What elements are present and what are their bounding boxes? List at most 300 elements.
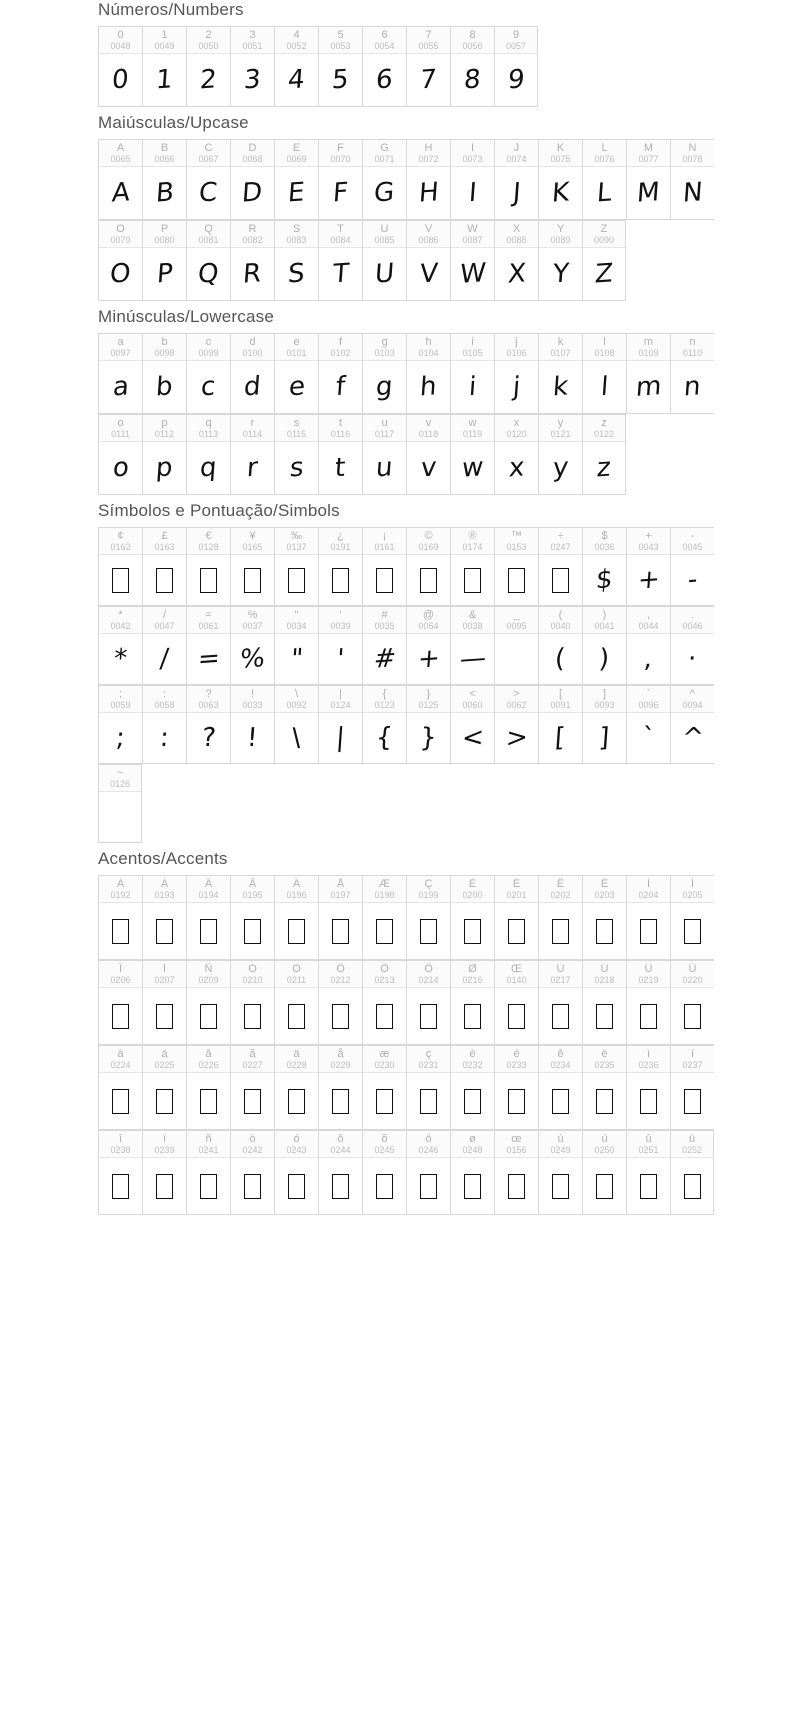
missing-glyph-box-icon	[464, 1174, 481, 1199]
glyph-code-label: 0109	[638, 348, 659, 358]
glyph-cell-header	[583, 686, 626, 713]
glyph-render: ;	[115, 722, 126, 754]
glyph-cell[interactable]	[318, 26, 362, 107]
glyph-character-label: Ë	[600, 878, 609, 890]
glyph-render: 0	[111, 64, 130, 96]
glyph-cell[interactable]	[274, 1045, 318, 1130]
glyph-cell[interactable]	[98, 606, 142, 685]
glyph-cell-header	[495, 415, 538, 442]
glyph-preview	[451, 167, 494, 219]
glyph-code-label: 0232	[462, 1060, 483, 1070]
glyph-cell[interactable]	[670, 1130, 714, 1215]
glyph-render: ^	[680, 722, 705, 754]
glyph-cell-header	[407, 27, 450, 54]
glyph-code-label: 0121	[550, 429, 571, 439]
glyph-cell[interactable]	[670, 875, 714, 960]
glyph-cell[interactable]	[142, 1045, 186, 1130]
glyph-cell[interactable]	[274, 606, 318, 685]
glyph-preview	[363, 54, 406, 106]
glyph-code-label: 0241	[198, 1145, 219, 1155]
glyph-cell-header	[495, 686, 538, 713]
glyph-character-label: Í	[690, 878, 695, 890]
glyph-cell[interactable]	[450, 527, 494, 606]
glyph-character-label: Î	[118, 963, 123, 975]
glyph-render: /	[159, 643, 170, 675]
missing-glyph-box-icon	[288, 568, 305, 593]
glyph-cell[interactable]	[274, 139, 318, 220]
glyph-cell[interactable]	[318, 685, 362, 764]
glyph-render: O	[109, 258, 132, 290]
glyph-cell[interactable]	[98, 139, 142, 220]
glyph-cell[interactable]	[318, 1045, 362, 1130]
glyph-cell-header	[275, 1131, 318, 1158]
glyph-cell[interactable]	[670, 333, 714, 414]
glyph-code-label: 0217	[550, 975, 571, 985]
glyph-cell[interactable]	[406, 685, 450, 764]
missing-glyph-box-icon	[288, 1174, 305, 1199]
glyph-cell[interactable]	[538, 606, 582, 685]
glyph-preview	[539, 1158, 582, 1214]
glyph-cell[interactable]	[450, 606, 494, 685]
glyph-cell[interactable]	[362, 685, 406, 764]
missing-glyph-box-icon	[376, 1004, 393, 1029]
glyph-cell[interactable]	[406, 333, 450, 414]
glyph-cell[interactable]	[450, 685, 494, 764]
glyph-character-label: û	[645, 1133, 652, 1145]
glyph-cell[interactable]	[186, 875, 230, 960]
missing-glyph-box-icon	[288, 1004, 305, 1029]
glyph-preview	[539, 713, 582, 763]
glyph-cell[interactable]	[626, 875, 670, 960]
glyph-render: 7	[419, 64, 438, 96]
glyph-cell[interactable]	[318, 333, 362, 414]
glyph-cell[interactable]	[450, 139, 494, 220]
glyph-code-label: 0169	[418, 542, 439, 552]
glyph-cell-header	[363, 415, 406, 442]
glyph-render: l	[599, 371, 610, 403]
glyph-cell[interactable]	[582, 960, 626, 1045]
glyph-cell[interactable]	[362, 139, 406, 220]
glyph-cell-header	[407, 1131, 450, 1158]
glyph-cell[interactable]	[142, 606, 186, 685]
glyph-cell[interactable]	[230, 1130, 274, 1215]
glyph-cell[interactable]	[186, 606, 230, 685]
glyph-code-label: 0106	[506, 348, 527, 358]
glyph-preview	[187, 988, 230, 1044]
glyph-code-label: 0165	[242, 542, 263, 552]
glyph-cell[interactable]	[318, 1130, 362, 1215]
glyph-cell[interactable]	[582, 606, 626, 685]
glyph-character-label: ø	[469, 1133, 476, 1145]
glyph-cell[interactable]	[186, 1045, 230, 1130]
glyph-cell[interactable]	[98, 685, 142, 764]
glyph-cell[interactable]	[186, 26, 230, 107]
glyph-cell[interactable]	[582, 1045, 626, 1130]
glyph-cell-header	[407, 221, 450, 248]
glyph-cell[interactable]	[582, 139, 626, 220]
glyph-cell[interactable]	[230, 414, 274, 495]
glyph-cell[interactable]	[494, 333, 538, 414]
glyph-cell[interactable]	[406, 527, 450, 606]
glyph-preview	[143, 167, 186, 219]
glyph-render: ,	[643, 643, 654, 675]
glyph-render: A	[110, 177, 131, 209]
glyph-cell[interactable]	[406, 414, 450, 495]
glyph-cell[interactable]	[538, 875, 582, 960]
glyph-cell[interactable]	[406, 220, 450, 301]
glyph-preview	[627, 555, 670, 605]
glyph-cell[interactable]	[494, 875, 538, 960]
glyph-cell[interactable]	[274, 26, 318, 107]
glyph-cell[interactable]	[494, 527, 538, 606]
glyph-character-label: x	[513, 417, 520, 429]
glyph-preview	[495, 988, 538, 1044]
glyph-cell[interactable]	[494, 606, 538, 685]
glyph-preview	[319, 988, 362, 1044]
glyph-cell[interactable]	[186, 960, 230, 1045]
glyph-cell[interactable]	[582, 1130, 626, 1215]
glyph-render: 8	[463, 64, 482, 96]
glyph-code-label: 0231	[418, 1060, 439, 1070]
glyph-cell[interactable]	[450, 26, 494, 107]
glyph-cell[interactable]	[142, 26, 186, 107]
glyph-cell[interactable]	[142, 1130, 186, 1215]
glyph-render: 6	[375, 64, 394, 96]
glyph-cell[interactable]	[362, 606, 406, 685]
glyph-cell[interactable]	[318, 960, 362, 1045]
glyph-character-label: î	[118, 1133, 123, 1145]
glyph-code-label: 0242	[242, 1145, 263, 1155]
glyph-cell[interactable]	[670, 606, 714, 685]
glyph-cell[interactable]	[274, 960, 318, 1045]
glyph-cell[interactable]	[230, 139, 274, 220]
glyph-cell[interactable]	[538, 960, 582, 1045]
glyph-cell-header	[363, 876, 406, 903]
glyph-cell[interactable]	[142, 960, 186, 1045]
glyph-character-label: a	[117, 336, 124, 348]
glyph-cell[interactable]	[406, 1045, 450, 1130]
glyph-character-label: £	[161, 530, 168, 542]
glyph-cell[interactable]	[274, 414, 318, 495]
glyph-cell[interactable]	[626, 1045, 670, 1130]
glyph-code-label: 0079	[110, 235, 131, 245]
glyph-cell[interactable]	[670, 960, 714, 1045]
glyph-cell[interactable]	[274, 527, 318, 606]
glyph-preview	[143, 361, 186, 413]
glyph-cell[interactable]	[230, 333, 274, 414]
glyph-preview	[231, 1158, 274, 1214]
glyph-cell[interactable]	[626, 685, 670, 764]
missing-glyph-box-icon	[464, 919, 481, 944]
glyph-code-label: 0193	[154, 890, 175, 900]
glyph-cell[interactable]	[406, 139, 450, 220]
glyph-cell[interactable]	[274, 685, 318, 764]
glyph-character-label: F	[337, 142, 344, 154]
glyph-cell[interactable]	[274, 875, 318, 960]
glyph-character-label: u	[381, 417, 388, 429]
glyph-cell[interactable]	[406, 606, 450, 685]
glyph-code-label: 0205	[682, 890, 703, 900]
glyph-cell[interactable]	[626, 960, 670, 1045]
glyph-render: y	[551, 452, 570, 484]
glyph-cell[interactable]	[582, 875, 626, 960]
glyph-code-label: 0080	[154, 235, 175, 245]
glyph-cell-header	[495, 876, 538, 903]
glyph-cell[interactable]	[318, 414, 362, 495]
glyph-cell[interactable]	[494, 1130, 538, 1215]
glyph-cell[interactable]	[98, 1130, 142, 1215]
glyph-cell[interactable]	[274, 333, 318, 414]
glyph-preview	[583, 167, 626, 219]
glyph-preview	[539, 167, 582, 219]
glyph-code-label: 0054	[374, 41, 395, 51]
glyph-preview	[627, 903, 670, 959]
glyph-cell[interactable]	[186, 220, 230, 301]
glyph-cell[interactable]	[538, 414, 582, 495]
glyph-code-label: 0044	[638, 621, 659, 631]
glyph-character-label: S	[292, 223, 301, 235]
glyph-cell[interactable]	[582, 333, 626, 414]
glyph-cell[interactable]	[450, 333, 494, 414]
glyph-cell[interactable]	[362, 875, 406, 960]
glyph-cell[interactable]	[494, 1045, 538, 1130]
glyph-cell[interactable]	[142, 685, 186, 764]
glyph-character-label: '	[339, 609, 342, 621]
glyph-code-label: 0219	[638, 975, 659, 985]
glyph-cell[interactable]	[186, 414, 230, 495]
glyph-cell[interactable]	[406, 875, 450, 960]
glyph-preview	[319, 442, 362, 494]
glyph-preview	[407, 1073, 450, 1129]
missing-glyph-box-icon	[596, 919, 613, 944]
glyph-cell[interactable]	[230, 220, 274, 301]
glyph-render: "	[289, 643, 304, 675]
glyph-cell-header	[407, 140, 450, 167]
glyph-preview	[275, 988, 318, 1044]
glyph-cell[interactable]	[494, 414, 538, 495]
glyph-cell[interactable]	[230, 1045, 274, 1130]
glyph-cell[interactable]	[450, 1045, 494, 1130]
glyph-cell[interactable]	[670, 1045, 714, 1130]
glyph-code-label: 0225	[154, 1060, 175, 1070]
glyph-cell[interactable]	[538, 220, 582, 301]
glyph-character-label: <	[469, 688, 476, 700]
glyph-cell[interactable]	[230, 875, 274, 960]
glyph-cell[interactable]	[186, 333, 230, 414]
glyph-character-label: %	[247, 609, 258, 621]
glyph-render: z	[596, 452, 612, 484]
glyph-render: I	[467, 177, 478, 209]
glyph-cell[interactable]	[362, 527, 406, 606]
glyph-cell[interactable]	[582, 414, 626, 495]
glyph-cell[interactable]	[626, 606, 670, 685]
glyph-cell[interactable]	[230, 685, 274, 764]
missing-glyph-box-icon	[508, 568, 525, 593]
glyph-cell[interactable]	[538, 527, 582, 606]
glyph-cell[interactable]	[318, 220, 362, 301]
glyph-character-label: =	[205, 609, 212, 621]
glyph-preview	[539, 903, 582, 959]
glyph-render: p	[155, 452, 174, 484]
glyph-render: M	[636, 177, 661, 209]
glyph-cell[interactable]	[406, 26, 450, 107]
glyph-cell[interactable]	[186, 685, 230, 764]
glyph-cell[interactable]	[98, 220, 142, 301]
section-title: Acentos/Accents	[98, 849, 228, 868]
glyph-code-label: 0036	[594, 542, 615, 552]
glyph-cell[interactable]	[362, 414, 406, 495]
glyph-render: \	[291, 722, 302, 754]
glyph-preview	[99, 167, 142, 219]
glyph-preview	[495, 634, 538, 684]
glyph-render: *	[112, 643, 129, 675]
glyph-cell[interactable]	[230, 960, 274, 1045]
glyph-cell[interactable]	[362, 1130, 406, 1215]
glyph-cell-header	[319, 607, 362, 634]
glyph-cell-header	[319, 528, 362, 555]
glyph-cell[interactable]	[230, 606, 274, 685]
glyph-preview	[99, 54, 142, 106]
glyph-cell-header	[319, 140, 362, 167]
glyph-cell[interactable]	[142, 875, 186, 960]
glyph-cell[interactable]	[362, 960, 406, 1045]
glyph-cell[interactable]	[626, 333, 670, 414]
glyph-character-label: 1	[161, 29, 168, 41]
glyph-character-label: +	[645, 530, 652, 542]
missing-glyph-box-icon	[156, 1089, 173, 1114]
missing-glyph-box-icon	[684, 1004, 701, 1029]
glyph-cell[interactable]	[362, 26, 406, 107]
glyph-cell[interactable]	[98, 26, 142, 107]
glyph-cell[interactable]	[98, 527, 142, 606]
glyph-cell-header	[363, 961, 406, 988]
glyph-character-label: A	[116, 142, 125, 154]
glyph-cell[interactable]	[142, 414, 186, 495]
glyph-preview	[275, 555, 318, 605]
glyph-cell[interactable]	[450, 875, 494, 960]
glyph-preview	[143, 1158, 186, 1214]
glyph-cell[interactable]	[142, 139, 186, 220]
glyph-cell[interactable]	[494, 26, 538, 107]
glyph-cell[interactable]	[538, 333, 582, 414]
glyph-character-label: æ	[379, 1048, 390, 1060]
glyph-character-label: ë	[601, 1048, 608, 1060]
glyph-cell[interactable]	[230, 527, 274, 606]
glyph-cell[interactable]	[318, 139, 362, 220]
missing-glyph-box-icon	[640, 1174, 657, 1199]
glyph-cell[interactable]	[582, 685, 626, 764]
glyph-cell[interactable]	[362, 1045, 406, 1130]
glyph-code-label: 0083	[286, 235, 307, 245]
glyph-cell[interactable]	[538, 1130, 582, 1215]
glyph-cell[interactable]	[538, 1045, 582, 1130]
glyph-preview	[539, 1073, 582, 1129]
glyph-cell[interactable]	[626, 139, 670, 220]
glyph-cell[interactable]	[626, 527, 670, 606]
glyph-cell[interactable]	[142, 527, 186, 606]
glyph-cell-header	[231, 334, 274, 361]
glyph-preview	[275, 903, 318, 959]
glyph-cell[interactable]	[582, 220, 626, 301]
glyph-code-label: 0077	[638, 154, 659, 164]
glyph-cell[interactable]	[142, 220, 186, 301]
glyph-cell[interactable]	[186, 527, 230, 606]
glyph-cell[interactable]	[142, 333, 186, 414]
glyph-preview	[187, 54, 230, 106]
glyph-cell[interactable]	[670, 139, 714, 220]
glyph-cell[interactable]	[406, 960, 450, 1045]
glyph-cell[interactable]	[494, 139, 538, 220]
missing-glyph-box-icon	[684, 1089, 701, 1114]
glyph-cell[interactable]	[670, 527, 714, 606]
glyph-cell[interactable]	[362, 333, 406, 414]
glyph-character-label: ö	[425, 1133, 432, 1145]
missing-glyph-box-icon	[596, 1174, 613, 1199]
glyph-grid	[0, 527, 738, 843]
glyph-render: X	[506, 258, 527, 290]
glyph-cell[interactable]	[274, 1130, 318, 1215]
glyph-cell[interactable]	[450, 1130, 494, 1215]
glyph-cell[interactable]	[186, 139, 230, 220]
glyph-cell[interactable]	[98, 960, 142, 1045]
glyph-cell[interactable]	[670, 685, 714, 764]
glyph-character-label: b	[161, 336, 168, 348]
glyph-preview	[539, 361, 582, 413]
glyph-cell[interactable]	[98, 764, 142, 843]
glyph-preview	[627, 1073, 670, 1129]
glyph-cell-header	[451, 140, 494, 167]
glyph-cell[interactable]	[318, 527, 362, 606]
glyph-character-label: Â	[204, 878, 213, 890]
glyph-cell[interactable]	[186, 1130, 230, 1215]
glyph-cell[interactable]	[538, 685, 582, 764]
glyph-cell[interactable]	[406, 1130, 450, 1215]
glyph-preview	[363, 988, 406, 1044]
glyph-cell-header	[627, 528, 670, 555]
glyph-render: W	[458, 258, 487, 290]
glyph-cell[interactable]	[318, 875, 362, 960]
glyph-cell[interactable]	[582, 527, 626, 606]
glyph-cell[interactable]	[362, 220, 406, 301]
glyph-cell[interactable]	[274, 220, 318, 301]
glyph-cell[interactable]	[230, 26, 274, 107]
glyph-cell[interactable]	[98, 1045, 142, 1130]
glyph-render: }	[419, 722, 438, 754]
glyph-cell[interactable]	[318, 606, 362, 685]
glyph-preview	[319, 903, 362, 959]
glyph-character-label: ó	[293, 1133, 300, 1145]
glyph-cell[interactable]	[494, 685, 538, 764]
glyph-cell[interactable]	[450, 220, 494, 301]
glyph-code-label: 0202	[550, 890, 571, 900]
glyph-cell[interactable]	[98, 333, 142, 414]
missing-glyph-box-icon	[596, 1004, 613, 1029]
glyph-cell-header	[187, 607, 230, 634]
glyph-cell[interactable]	[450, 960, 494, 1045]
glyph-cell[interactable]	[98, 875, 142, 960]
missing-glyph-box-icon	[156, 1004, 173, 1029]
glyph-preview	[187, 903, 230, 959]
glyph-cell[interactable]	[98, 414, 142, 495]
glyph-cell[interactable]	[538, 139, 582, 220]
glyph-cell[interactable]	[626, 1130, 670, 1215]
missing-glyph-box-icon	[596, 1089, 613, 1114]
glyph-cell-header	[363, 686, 406, 713]
glyph-cell[interactable]	[494, 960, 538, 1045]
glyph-cell[interactable]	[494, 220, 538, 301]
glyph-code-label: 0235	[594, 1060, 615, 1070]
glyph-cell[interactable]	[450, 414, 494, 495]
